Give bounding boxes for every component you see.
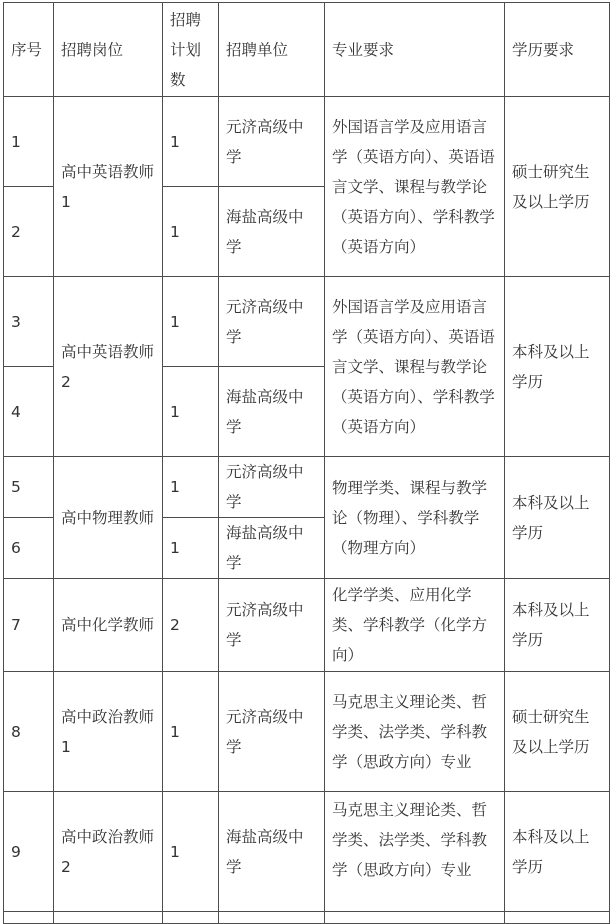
education-cell: 本科及以上学历 bbox=[505, 579, 610, 672]
position-cell: 高中英语教师2 bbox=[54, 277, 163, 457]
row-unit: 海盐高级中学 bbox=[219, 367, 325, 457]
table-row bbox=[4, 97, 610, 187]
row-unit: 海盐高级中学 bbox=[219, 187, 325, 277]
education-cell: 硕士研究生及以上学历 bbox=[505, 97, 610, 277]
education-cell: 本科及以上学历 bbox=[505, 792, 610, 912]
row-unit: 元济高级中学 bbox=[219, 672, 325, 792]
row-count: 1 bbox=[163, 187, 219, 277]
row-seq: 9 bbox=[4, 792, 54, 912]
table-row bbox=[4, 672, 610, 792]
header-major: 专业要求 bbox=[325, 3, 505, 97]
header-position: 招聘岗位 bbox=[54, 3, 163, 97]
position-cell: 高中政治教师2 bbox=[54, 792, 163, 912]
empty-cell bbox=[4, 912, 54, 924]
row-unit: 元济高级中学 bbox=[219, 457, 325, 518]
row-unit: 元济高级中学 bbox=[219, 579, 325, 672]
row-count: 1 bbox=[163, 367, 219, 457]
table-header-row bbox=[4, 3, 610, 97]
header-seq: 序号 bbox=[4, 3, 54, 97]
row-count: 1 bbox=[163, 518, 219, 579]
education-cell: 本科及以上学历 bbox=[505, 457, 610, 579]
row-count: 2 bbox=[163, 579, 219, 672]
row-seq: 4 bbox=[4, 367, 54, 457]
row-seq: 8 bbox=[4, 672, 54, 792]
row-count: 1 bbox=[163, 457, 219, 518]
major-cell: 物理学类、课程与教学论（物理）、学科教学（物理方向） bbox=[325, 457, 505, 579]
table-row bbox=[4, 579, 610, 672]
empty-cell bbox=[325, 912, 505, 924]
position-cell: 高中政治教师1 bbox=[54, 672, 163, 792]
table-row-partial bbox=[4, 912, 610, 924]
row-unit: 海盐高级中学 bbox=[219, 518, 325, 579]
recruitment-table bbox=[3, 2, 610, 924]
header-unit: 招聘单位 bbox=[219, 3, 325, 97]
row-count: 1 bbox=[163, 97, 219, 187]
education-cell: 硕士研究生及以上学历 bbox=[505, 672, 610, 792]
empty-cell bbox=[163, 912, 219, 924]
major-cell: 外国语言学及应用语言学（英语方向）、英语语言文学、课程与教学论（英语方向）、学科教学（英语方向） bbox=[325, 97, 505, 277]
table-row bbox=[4, 792, 610, 912]
row-seq: 3 bbox=[4, 277, 54, 367]
row-seq: 6 bbox=[4, 518, 54, 579]
row-count: 1 bbox=[163, 672, 219, 792]
row-count: 1 bbox=[163, 277, 219, 367]
row-seq: 2 bbox=[4, 187, 54, 277]
header-count: 招聘计划数 bbox=[163, 3, 219, 97]
header-education: 学历要求 bbox=[505, 3, 610, 97]
major-cell: 外国语言学及应用语言学（英语方向）、英语语言文学、课程与教学论（英语方向）、学科教学（英语方向） bbox=[325, 277, 505, 457]
major-cell: 马克思主义理论类、哲学类、法学类、学科教学（思政方向）专业 bbox=[325, 672, 505, 792]
empty-cell bbox=[505, 912, 610, 924]
major-cell: 马克思主义理论类、哲学类、法学类、学科教学（思政方向）专业 bbox=[325, 792, 505, 912]
empty-cell bbox=[219, 912, 325, 924]
row-seq: 7 bbox=[4, 579, 54, 672]
position-cell: 高中化学教师 bbox=[54, 579, 163, 672]
row-unit: 元济高级中学 bbox=[219, 97, 325, 187]
table-row bbox=[4, 277, 610, 367]
education-cell: 本科及以上学历 bbox=[505, 277, 610, 457]
empty-cell bbox=[54, 912, 163, 924]
position-cell: 高中英语教师1 bbox=[54, 97, 163, 277]
table-row bbox=[4, 457, 610, 518]
row-count: 1 bbox=[163, 792, 219, 912]
row-seq: 1 bbox=[4, 97, 54, 187]
major-cell: 化学学类、应用化学类、学科教学（化学方向） bbox=[325, 579, 505, 672]
row-seq: 5 bbox=[4, 457, 54, 518]
row-unit: 元济高级中学 bbox=[219, 277, 325, 367]
row-unit: 海盐高级中学 bbox=[219, 792, 325, 912]
position-cell: 高中物理教师 bbox=[54, 457, 163, 579]
